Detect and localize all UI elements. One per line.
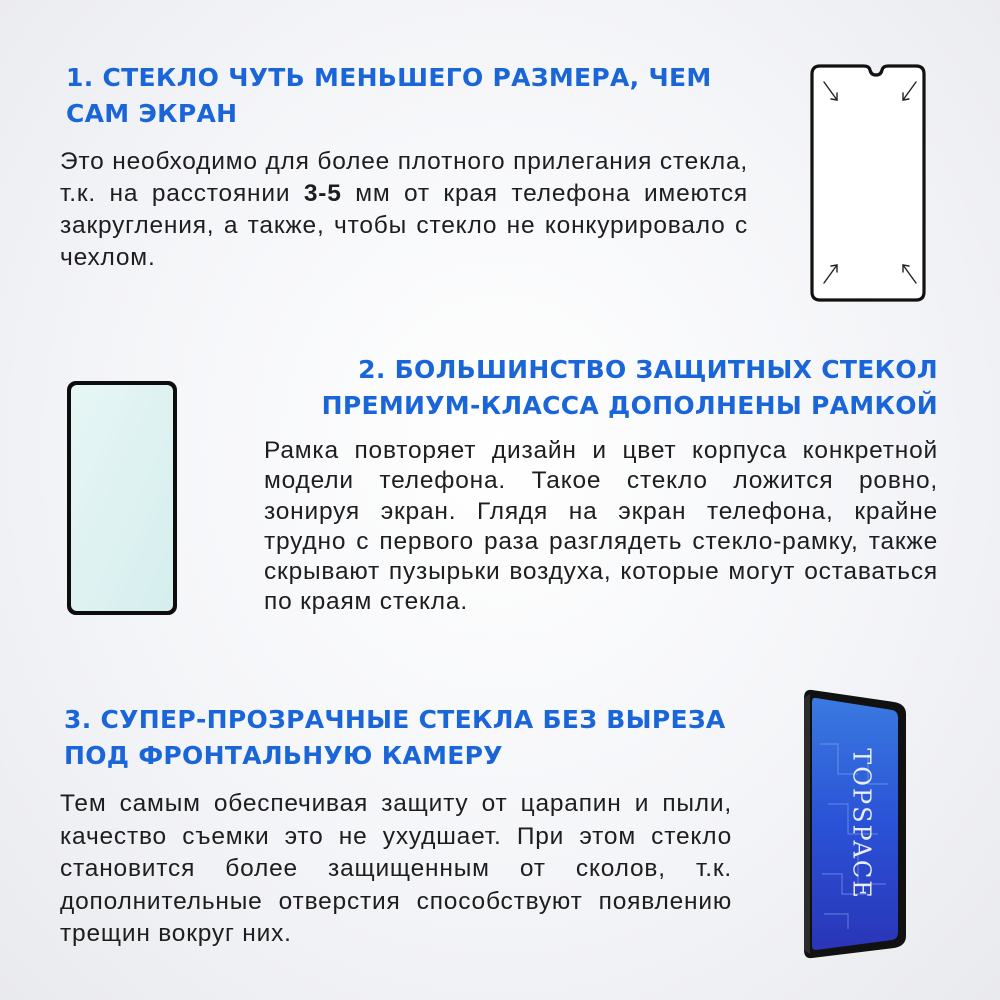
section-3: [60, 702, 732, 951]
section-3-body: Тем самым обеспечивая защиту от царапин и пыли, качество съемки это не ухудшает. При этом стекло становится более защищенным от сколов, т.к. дополнительные отверстия способствуют появлению трещин вокруг них.: [60, 790, 732, 947]
section-1-body-part-2: мм от края телефона имеются закругления, а также, чтобы стекло не конкурировало с чехлом.: [60, 180, 748, 271]
section-1-body-part-1: Это необходимо для более плотного прилегания стекла, т.к. на расстоянии: [60, 148, 748, 207]
section-3-title: 3. СУПЕР-ПРОЗРАЧНЫЕ СТЕКЛА БЕЗ ВЫРЕЗА ПОД ФРОНТАЛЬНУЮ КАМЕРУ: [64, 705, 726, 770]
section-2-title: 2. БОЛЬШИНСТВО ЗАЩИТНЫХ СТЕКОЛ ПРЕМИУМ-КЛАССА ДОПОЛНЕНЫ РАМКОЙ: [321, 355, 938, 420]
glass-frame-screen: [71, 385, 173, 611]
section-1-title: 1. СТЕКЛО ЧУТЬ МЕНЬШЕГО РАЗМЕРА, ЧЕМ САМ ЭКРАН: [66, 63, 712, 128]
section-1-body: [60, 146, 748, 274]
phone-outline-icon: [806, 60, 932, 306]
section-1-body-bold: 3-5: [303, 180, 342, 207]
phone-side: [804, 694, 810, 954]
brand-phone-icon: [798, 684, 910, 962]
glass-frame-icon: [64, 378, 180, 618]
section-2-body: Рамка повторяет дизайн и цвет корпуса конкретной модели телефона. Такое стекло ложится ровно, зонируя экран. Глядя на экран телефона, крайне трудно с первого раза разглядеть стекло-рамку, также скрывают пузырьки воздуха, которые могут оставаться по краям стекла.: [264, 437, 938, 616]
phone-outline-shape: [812, 66, 924, 300]
section-2: [264, 352, 938, 618]
brand-text: TOPSPACE: [847, 748, 876, 900]
section-1: [60, 60, 748, 274]
